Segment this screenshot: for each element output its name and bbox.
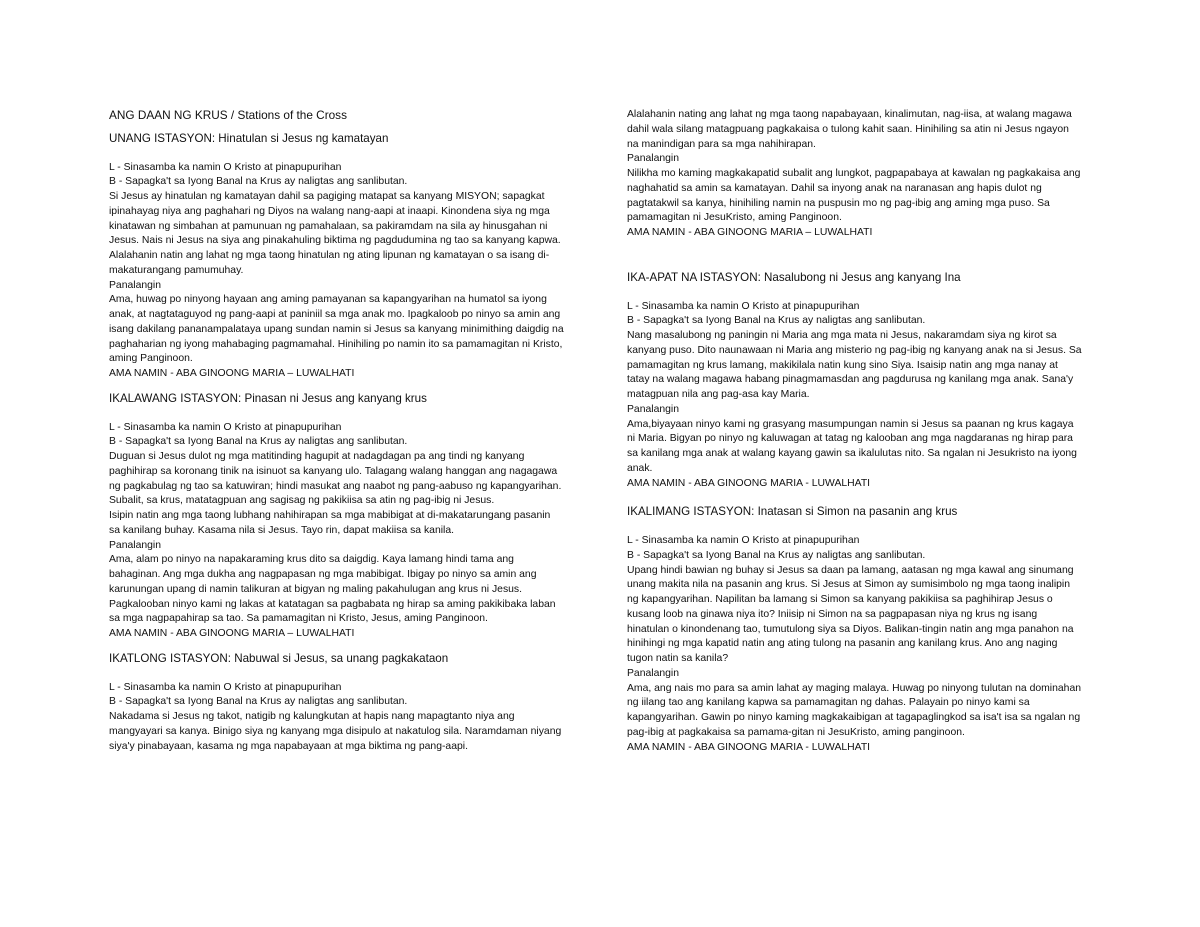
station-2-reflection: Duguan si Jesus dulot ng mga matitinding hagupit at nadagdagan pa ang tindi ng kanyang paghihirap sa koronang tinik na isinuot sa kanyang ulo. Talagang walang hanggan ang nagagawa ng pagkabulag ng tao sa katuwiran; hindi masukat ang naabot ng pang-aabuso ng kapangyarihan. Subalit, sa krus, matatagpuan ang sagisag ng pakikiisa sa atin ng pag-ibig ni Jesus.	[109, 451, 562, 507]
station-2-remembrance: Isipin natin ang mga taong lubhang nahihirapan sa mga mabibigat at di-makatarungang pasanin sa kanilang buhay. Kasama nila si Jesus. Tayo rin, dapat makiisa sa kanila.	[109, 510, 551, 536]
station-2-leader-line: L - Sinasamba ka namin O Kristo at pinapupurihan	[109, 421, 342, 433]
station-5-heading: IKALIMANG ISTASYON: Inatasan si Simon na pasanin ang krus	[627, 505, 958, 519]
station-4-heading: IKA-APAT NA ISTASYON: Nasalubong ni Jesus ang kanyang Ina	[627, 270, 961, 284]
station-4-reflection: Nang masalubong ng paningin ni Maria ang mga mata ni Jesus, nakaramdam siya ng kirot sa kanyang puso. Dito naunawaan ni Maria ang misterio ng pag-ibig ng kanyang anak na si Jesus. Sa pamamagitan ng krus lamang, makikilala natin kung sino Siya. Isaisip natin ang mga nanay at tatay na walang magawa habang pinagmamasdan ang pagdurusa ng kanilang mga anak. Sana'y matagpuan nila ang pag-asa kay Maria.	[627, 330, 1082, 400]
station-3-reflection: Nakadama si Jesus ng takot, natigib ng kalungkutan at hapis nang mapagtanto niya ang mangyayari sa kanya. Binigo siya ng kanyang mga disipulo at nakatulog sila. Naramdaman niyang siya'y pinabayaan, kasama ng mga napabayaan at mga biktima ng pang-aapi.	[109, 711, 562, 752]
station-4-prayer: Ama,biyayaan ninyo kami ng grasyang masumpungan namin si Jesus sa paanan ng krus kagaya ni Maria. Bigyan po ninyo ng kaluwagan at tatag ng kalooban ang mga nagdaranas ng hirap para sa kanilang mga anak at walang kayang gawin sa ikalulutas nito. Sa ngalan ni Jesukristo na iyong anak.	[627, 418, 1077, 474]
station-3-prayer-label: Panalangin	[627, 153, 679, 165]
station-5-leader-line: L - Sinasamba ka namin O Kristo at pinapupurihan	[627, 535, 860, 546]
station-2-response-line: B - Sapagka't sa Iyong Banal na Krus ay naligtas ang sanlibutan.	[109, 436, 408, 448]
station-2-prayer-label: Panalangin	[109, 539, 161, 551]
station-1-response-line: B - Sapagka't sa Iyong Banal na Krus ay naligtas ang sanlibutan.	[109, 176, 408, 188]
station-3-prayer: Nilikha mo kaming magkakapatid subalit ang lungkot, pagpapabaya at kawalan ng pagkakaisa ang naghahatid sa amin sa kamatayan. Dahil sa inyong anak na naranasan ang hapis dulot ng pagtatakwil sa kanya, hinihiling namin na puspusin mo ng pag-ibig ang aming mga puso. Sa pamamagitan ni JesuKristo, aming Panginoon.	[627, 168, 1081, 224]
document-title: ANG DAAN NG KRUS / Stations of the Cross	[109, 108, 347, 122]
station-5-prayer: Ama, ang nais mo para sa amin lahat ay maging malaya. Huwag po ninyong tulutan na dominahan ng iilang tao ang kanilang kapwa sa pamamagitan ng dahas. Palayain po ninyo kami sa kapangyarihan. Gawin po ninyo kaming magkakaibigan at tagapaglingkod sa isa't isa sa ngalan ng pag-ibig at pagkakaisa sa pamama-gitan ni JesuKristo, aming panginoon.	[627, 682, 1082, 738]
station-1-reflection: Si Jesus ay hinatulan ng kamatayan dahil sa pagiging matapat sa kanyang MISYON; sapagkat ipinahayag niya ang paghahari ng Diyos na walang nang-aapi at inaapi. Kinondena siya ng mga kinatawan ng simbahan at pamunuan ng pamahalaan, sa pakiramdam na sila ay hinusgahan ni Jesus. Nais ni Jesus na siya ang pinakahuling biktima ng pagdudumina ng tao sa kanyang kapwa.	[109, 191, 561, 247]
station-1-leader-line: L - Sinasamba ka namin O Kristo at pinapupurihan	[109, 161, 342, 173]
station-4-response-line: B - Sapagka't sa Iyong Banal na Krus ay naligtas ang sanlibutan.	[627, 315, 926, 327]
left-column	[109, 108, 564, 754]
station-2-closing: AMA NAMIN - ABA GINOONG MARIA – LUWALHATI	[109, 628, 355, 639]
station-2-heading: IKALAWANG ISTASYON: Pinasan ni Jesus ang kanyang krus	[109, 391, 427, 405]
station-4-prayer-label: Panalangin	[627, 403, 679, 415]
station-5-prayer-label: Panalangin	[627, 667, 679, 679]
station-2-prayer: Ama, alam po ninyo na napakaraming krus dito sa daigdig. Kaya lamang hindi tama ang bahaginan. Ang mga dukha ang nagpapasan ng mga mabibigat. Ibigay po ninyo sa amin ang karunungan upang di namin talikuran at bigyan ng maling pakahulugan ang krus ni Jesus. Pagkalooban ninyo kami ng lakas at katatagan sa pagbabata ng hirap sa aming pakikibaka laban sa mga nagpapahirap sa tao. Sa pamamagitan ni Kristo, Jesus, aming Panginoon.	[109, 554, 556, 625]
station-1-closing: AMA NAMIN - ABA GINOONG MARIA – LUWALHATI	[109, 368, 355, 379]
station-3-remembrance: Alalahanin nating ang lahat ng mga taong napabayaan, kinalimutan, nag-iisa, at walang magawa dahil wala silang matagpuang pagkakaisa o tulong kahit saan. Hinihiling sa atin ni Jesus ngayon na manindigan para sa mga nahihirapan.	[627, 109, 1072, 150]
station-4-leader-line: L - Sinasamba ka namin O Kristo at pinapupurihan	[627, 300, 860, 312]
station-5-closing: AMA NAMIN - ABA GINOONG MARIA - LUWALHATI	[627, 741, 871, 753]
station-5-response-line: B - Sapagka't sa Iyong Banal na Krus ay naligtas ang sanlibutan.	[627, 549, 926, 561]
station-4-closing: AMA NAMIN - ABA GINOONG MARIA - LUWALHATI	[627, 477, 871, 489]
station-1-heading: UNANG ISTASYON: Hinatulan si Jesus ng kamatayan	[109, 131, 389, 145]
right-column	[627, 108, 1082, 755]
station-1-prayer: Ama, huwag po ninyong hayaan ang aming pamayanan sa kapangyarihan na humatol sa iyong anak, at nagtataguyod ng pang-aapi at paniniil sa mga anak mo. Ipagkaloob po ninyo sa amin ang isang dakilang pananampalataya upang sundan namin si Jesus sa kanyang minimithing daigdig na paghaharian ng iyong mahabaging pagmamahal. Hinihiling po namin ito sa pamamagitan ni Kristo, aming Panginoon.	[109, 294, 564, 365]
station-3-leader-line: L - Sinasamba ka namin O Kristo at pinapupurihan	[109, 681, 342, 693]
station-1-remembrance: Alalahanin natin ang lahat ng mga taong hinatulan ng ating lipunan ng kamatayan o sa isang di-makaturangang pamumuhay.	[109, 250, 550, 276]
station-5-reflection: Upang hindi bawian ng buhay si Jesus sa daan pa lamang, aatasan ng mga kawal ang sinumang unang makita nila na pasanin ang krus. Si Jesus at Simon ay sumisimbolo ng mga taong inalipin ng kapangyarihan. Napilitan ba lamang si Simon sa kanyang pakikiisa sa paghihirap Jesus o kusang loob na ginawa niya ito? Iniisip ni Simon na sa pagpapasan niya ng krus ng isang hinatulan o kinondenang tao, tumutulong siya sa Diyos. Balikan-tingin natin ang mga panahon na hinihingi ng mga kapatid natin ang ating tulong na pasanin ang kanilang krus. Ano ang naging tugon natin sa kanila?	[627, 564, 1074, 664]
station-1-prayer-label: Panalangin	[109, 279, 161, 291]
station-3-response-line: B - Sapagka't sa Iyong Banal na Krus ay naligtas ang sanlibutan.	[109, 696, 408, 708]
station-3-closing: AMA NAMIN - ABA GINOONG MARIA – LUWALHATI	[627, 227, 873, 238]
station-3-heading: IKATLONG ISTASYON: Nabuwal si Jesus, sa unang pagkakataon	[109, 651, 449, 665]
